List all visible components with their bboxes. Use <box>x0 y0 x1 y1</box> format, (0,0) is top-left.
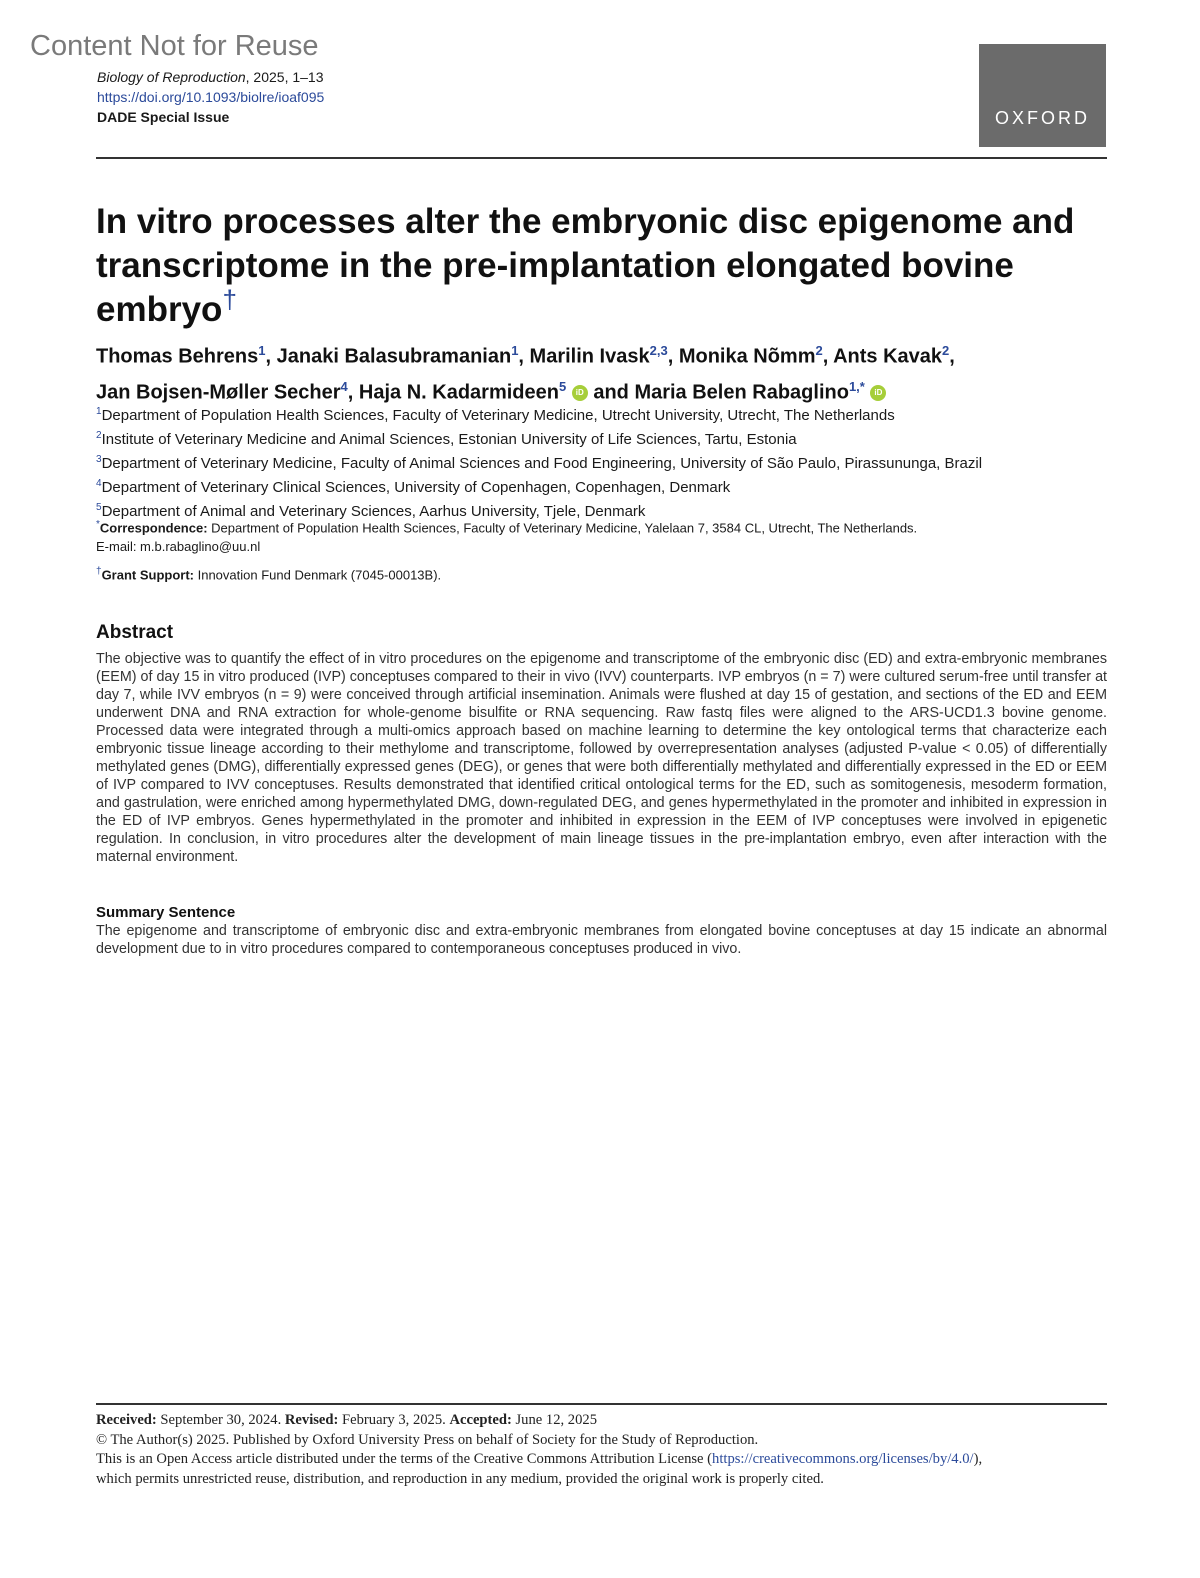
affiliation-text: Department of Animal and Veterinary Sciences, Aarhus University, Tjele, Denmark <box>101 503 646 520</box>
received-label: Received: <box>96 1412 157 1428</box>
affiliation-text: Institute of Veterinary Medicine and Animal Sciences, Estonian University of Life Sciences, Tartu, Estonia <box>101 431 797 448</box>
affiliation-number: 3 <box>96 454 102 465</box>
received-date: September 30, 2024. <box>156 1412 285 1428</box>
author-separator: , <box>265 345 277 368</box>
affiliation-number: 5 <box>96 502 102 513</box>
affiliation-text: Department of Veterinary Medicine, Faculty of Animal Sciences and Food Engineering, University of São Paulo, Pirassununga, Brazil <box>101 455 983 472</box>
affiliation-text: Department of Veterinary Clinical Sciences, University of Copenhagen, Copenhagen, Denmark <box>101 479 731 496</box>
revised-date: February 3, 2025. <box>338 1412 450 1428</box>
summary-heading: Summary Sentence <box>96 904 236 921</box>
author-name[interactable]: Marilin Ivask <box>529 345 650 368</box>
grant-label: Grant Support: <box>101 567 194 583</box>
author-separator: , <box>347 381 359 404</box>
author-affiliation-sup: 1 <box>258 343 266 358</box>
license-line-2: which permits unrestricted reuse, distribution, and reproduction in any medium, provided the original work is properly cited. <box>96 1470 824 1487</box>
author-affiliation-sup: 5 <box>558 378 567 394</box>
author-name[interactable]: Jan Bojsen-Møller Secher <box>96 381 341 404</box>
journal-citation <box>97 67 324 87</box>
author-name[interactable]: Monika Nõmm <box>678 345 816 368</box>
author-name[interactable]: Maria Belen Rabaglino <box>634 381 849 404</box>
author-separator: and <box>587 381 635 404</box>
license-pre: This is an Open Access article distributed under the terms of the Creative Commons Attribution License ( <box>96 1451 713 1467</box>
affiliation-item <box>96 450 1116 474</box>
correspondence-address: Department of Population Health Sciences, Faculty of Veterinary Medicine, Yalelaan 7, 3584 CL, Utrecht, The Netherlands. <box>207 520 918 536</box>
summary-text: The epigenome and transcriptome of embryonic disc and extra-embryonic membranes from elongated bovine conceptuses at day 15 indicate an abnormal development due to in vitro procedures compared to contemporaneous conceptuses produced in vivo. <box>96 923 1107 957</box>
author-affiliation-sup: 1 <box>511 343 519 358</box>
affiliation-text: Department of Population Health Sciences, Faculty of Veterinary Medicine, Utrecht University, Utrecht, The Netherlands <box>101 407 895 424</box>
correspondence-mark: * <box>96 519 100 530</box>
oxford-logo <box>979 44 1106 147</box>
license-line <box>96 1450 1116 1470</box>
license-post: ), <box>973 1451 983 1467</box>
revised-label: Revised: <box>284 1412 339 1428</box>
watermark: Content Not for Reuse <box>30 30 319 62</box>
author-separator: , <box>949 345 955 368</box>
affiliation-number: 4 <box>96 478 102 489</box>
affiliation-number: 1 <box>96 406 102 417</box>
footer-divider <box>96 1403 1107 1405</box>
author-affiliation-sup: 2 <box>815 343 823 358</box>
title-dagger[interactable]: † <box>222 284 237 315</box>
grant-support <box>96 562 1116 584</box>
author-name[interactable]: Thomas Behrens <box>96 345 259 368</box>
abstract-heading: Abstract <box>96 622 174 643</box>
journal-year-pages: , 2025, 1–13 <box>245 69 324 85</box>
correspondence <box>96 515 1116 556</box>
abstract-text: The objective was to quantify the effect of in vitro procedures on the epigenome and transcriptome of the embryonic disc (ED) and extra-embryonic membranes (EEM) of day 15 in vitro produced (IVP) conceptuses compared to their in vivo (IVV) counterparts. IVP embryos (n = 7) were cultured serum-free until transfer at day 7, while IVV embryos (n = 9) were conceived through artificial insemination. Animals were flushed at day 15 of gestation, and sections of the ED and EEM underwent DNA and RNA extraction for whole-genome bisulfite or RNA sequencing. Raw fastq files were aligned to the ARS-UCD1.3 bovine genome. Processed data were integrated through a multi-omics approach based on machine learning to determine the key ontological terms that characterize each embryonic tissue lineage according to their methylome and transcriptome, followed by overrepresentation analyses (adjusted P-value < 0.05) of differentially methylated genes (DMG), differentially expressed genes (DEG), or genes that were both differentially methylated and differentially expressed in the ED or EEM of IVP compared to IVV conceptuses. Results demonstrated that identified critical ontological terms for the ED, such as somitogenesis, mesoderm formation, and gastrulation, were enriched among hypermethylated DMG, down-regulated DEG, and genes hypermethylated in the promoter and inhibited in expression in the ED of IVP embryos. Genes hypermethylated in the promoter and inhibited in expression in the EEM of IVP conceptuses were involved in epigenetic regulation. In conclusion, in vitro procedures alter the development of main lineage tissues in the pre-implantation embryo, even after interaction with the maternal environment. <box>96 651 1107 865</box>
affiliations <box>96 402 1116 522</box>
affiliation-number: 2 <box>96 430 102 441</box>
author-name[interactable]: Ants Kavak <box>833 345 943 368</box>
author-name[interactable]: Janaki Balasubramanian <box>276 345 512 368</box>
correspondence-label: Correspondence: <box>99 520 208 536</box>
author-affiliation-sup: 2,3 <box>649 343 668 358</box>
author-separator: , <box>518 345 530 368</box>
author-separator: , <box>667 345 679 368</box>
author-affiliation-sup: 2 <box>942 343 950 358</box>
author-separator: , <box>822 345 834 368</box>
journal-name: Biology of Reproduction <box>97 69 246 85</box>
oxford-logo-text: OXFORD <box>994 108 1090 128</box>
dates-line <box>96 1411 1116 1431</box>
doi-link[interactable]: https://doi.org/10.1093/biolre/ioaf095 <box>97 89 325 105</box>
orcid-icon[interactable]: iD <box>572 385 588 401</box>
accepted-label: Accepted: <box>449 1412 512 1428</box>
affiliation-item <box>96 474 1116 498</box>
header-divider <box>96 157 1107 159</box>
copyright-line: © The Author(s) 2025. Published by Oxford University Press on behalf of Society for the Study of Reproduction. <box>96 1431 759 1448</box>
article-footer <box>96 1411 1116 1489</box>
grant-mark: † <box>96 566 102 577</box>
license-link[interactable]: https://creativecommons.org/licenses/by/4.0/ <box>712 1451 974 1467</box>
affiliation-item <box>96 426 1116 450</box>
grant-text: Innovation Fund Denmark (7045-00013B). <box>194 567 442 583</box>
article-title-text: In vitro processes alter the embryonic disc epigenome and transcriptome in the pre-implantation elongated bovine embryo <box>96 202 1075 329</box>
author-affiliation-sup: 4 <box>340 378 348 394</box>
journal-info <box>97 67 324 127</box>
author-affiliation-sup: 1,* <box>848 378 865 394</box>
article-title <box>96 200 1116 332</box>
orcid-icon[interactable]: iD <box>870 385 886 401</box>
correspondence-email[interactable]: E-mail: m.b.rabaglino@uu.nl <box>96 539 261 555</box>
author-list <box>96 336 1116 407</box>
affiliation-item <box>96 402 1116 426</box>
accepted-date: June 12, 2025 <box>511 1412 597 1428</box>
special-issue-label: DADE Special Issue <box>97 109 230 125</box>
author-name[interactable]: Haja N. Kadarmideen <box>358 381 559 404</box>
